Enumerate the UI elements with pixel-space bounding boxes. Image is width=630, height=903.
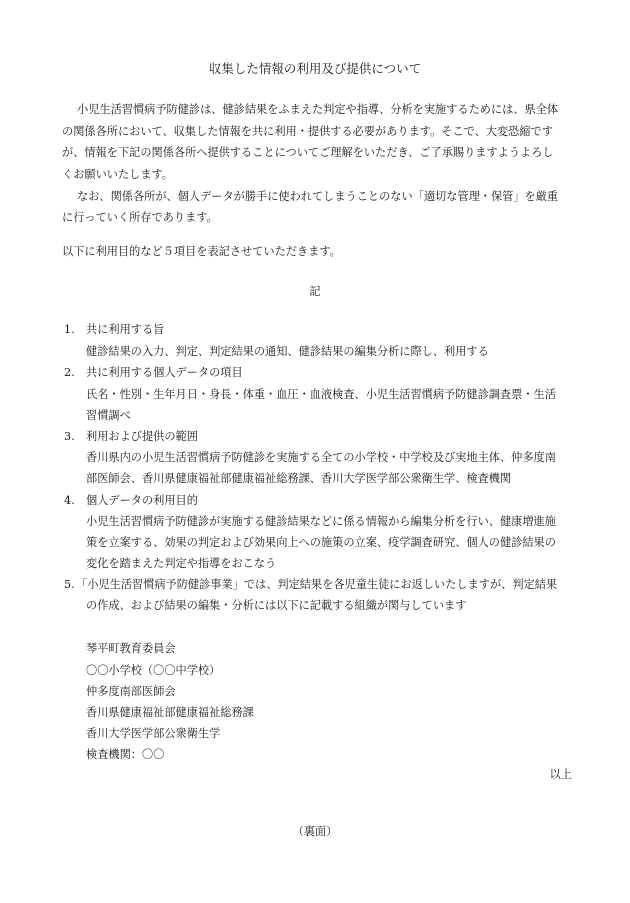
item-text-line: 氏名・性別・生年月日・身長・体重・血圧・血液検査、小児生活習慣病予防健診調査票・生活: [86, 388, 556, 401]
lead-sentence: 以下に利用目的など５項目を表記させていただきます。: [62, 245, 341, 258]
item-text-line: 「小児生活習慣病予防健診事業」では、判定結果を各児童生徒にお返しいたしますが、判定結果: [76, 578, 558, 591]
organization-item: 香川県健康福祉部健康福祉総務課: [86, 706, 254, 719]
item-heading: 利用および提供の範囲: [86, 430, 198, 443]
item-text-line: 習慣調べ: [86, 409, 131, 422]
organization-item: 検査機関：〇〇: [86, 748, 165, 761]
organization-item: 琴平町教育委員会: [86, 642, 176, 655]
closing-ijo: 以上: [549, 768, 572, 781]
item-number: 2.: [64, 366, 75, 379]
intro-line: の関係各所において、収集した情報を共に利用・提供する必要があります。そこで、大変恐縮です: [62, 125, 553, 138]
item-number: 3.: [64, 430, 75, 443]
item-text-line: の作成、および結果の編集・分析には以下に記載する組織が関与しています: [86, 599, 467, 612]
item-text-line: 小児生活習慣病予防健診が実施する健診結果などに係る情報から編集分析を行い、健康増進施: [86, 515, 556, 528]
organization-item: 仲多度南部医師会: [86, 685, 176, 698]
organization-item: 〇〇小学校（〇〇中学校）: [86, 664, 221, 677]
intro-line: 小児生活習慣病予防健診は、健診結果をふまえた判定や指導、分析を実施するためには、県全体: [77, 103, 559, 116]
document-title: 収集した情報の利用及び提供について: [208, 61, 422, 76]
organization-item: 香川大学医学部公衆衛生学: [86, 727, 221, 740]
item-text-line: 健診結果の入力、判定、判定結果の通知、健診結果の編集分析に際し、利用する: [86, 345, 489, 358]
item-number: 1.: [64, 323, 75, 336]
item-heading: 共に利用する個人データの項目: [86, 366, 243, 379]
item-text-line: 香川県内の小児生活習慣病予防健診を実施する全ての小学校・中学校及び実地主体、仲多度南: [86, 451, 556, 464]
item-number: 4.: [64, 494, 75, 507]
item-text-line: 変化を踏まえた判定や指導をおこなう: [86, 557, 277, 570]
intro-line: くお願いいたします。: [62, 168, 173, 181]
ki-heading: 記: [309, 285, 321, 298]
item-heading: 個人データの利用目的: [86, 494, 198, 507]
item-number: 5.: [64, 578, 75, 591]
intro-line: に行っていく所存であります。: [62, 211, 218, 224]
item-heading: 共に利用する旨: [86, 323, 165, 336]
page-footer: （裏面）: [292, 825, 338, 838]
item-text-line: 策を立案する、効果の判定および効果向上への施策の立案、疫学調査研究、個人の健診結果の: [86, 536, 556, 549]
item-text-line: 部医師会、香川県健康福祉部健康福祉総務課、香川大学医学部公衆衛生学、検査機関: [86, 472, 512, 485]
intro-line: が、情報を下記の関係各所へ提供することについてご理解をいただき、ご了承賜りますようよろし: [62, 146, 554, 159]
intro-line: なお、関係各所が、個人データが勝手に使われてしまうことのない「適切な管理・保管」を厳重: [77, 190, 559, 203]
